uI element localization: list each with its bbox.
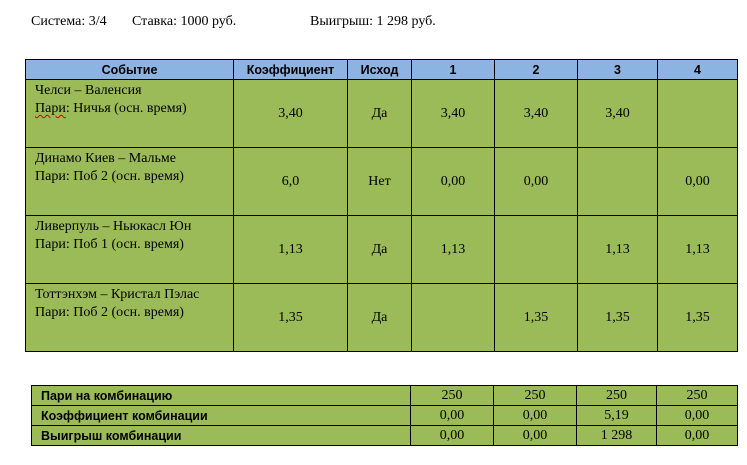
value-cell: 250: [657, 386, 738, 406]
combo-cell: 1,35: [658, 284, 738, 352]
bets-table: [25, 59, 738, 352]
event-cell: [26, 284, 234, 352]
match-name: Челси – Валенсия: [35, 83, 142, 98]
combo-cell: 1,35: [495, 284, 578, 352]
combo-cell: 0,00: [658, 148, 738, 216]
event-cell: [26, 216, 234, 284]
bet-label: Пари: [35, 101, 66, 116]
match-name: Тоттэнхэм – Кристал Пэлас: [35, 287, 200, 302]
bet-text: : Поб 2 (осн. время): [65, 305, 184, 320]
combo-cell: 0,00: [412, 148, 495, 216]
bet-description: [35, 168, 233, 186]
combo-cell: 3,40: [412, 80, 495, 148]
combo-cell: [658, 80, 738, 148]
value-cell: 0,00: [657, 426, 738, 446]
row-label: Выигрыш комбинации: [32, 426, 411, 446]
outcome-cell: Да: [348, 80, 412, 148]
combo-cell: [578, 148, 658, 216]
table-row: [26, 284, 738, 352]
combo-cell: 1,35: [578, 284, 658, 352]
value-cell: 250: [411, 386, 494, 406]
value-cell: 0,00: [494, 406, 577, 426]
odds-cell: 6,0: [234, 148, 348, 216]
combo-cell: 3,40: [495, 80, 578, 148]
combo-cell: [495, 216, 578, 284]
odds-cell: 3,40: [234, 80, 348, 148]
winnings-label: Выигрыш: 1 298 руб.: [310, 14, 436, 29]
combo-cell: [412, 284, 495, 352]
row-label: Коэффициент комбинации: [32, 406, 411, 426]
column-header: 2: [495, 60, 578, 80]
outcome-cell: Да: [348, 284, 412, 352]
combinations-table: [31, 385, 738, 446]
row-label: Пари на комбинацию: [32, 386, 411, 406]
bet-label: Пари: [35, 305, 66, 320]
value-cell: 250: [494, 386, 577, 406]
table-row: [26, 216, 738, 284]
column-header: Коэффициент: [234, 60, 348, 80]
event-cell: [26, 148, 234, 216]
combo-cell: 0,00: [495, 148, 578, 216]
bet-text: : Поб 2 (осн. время): [65, 169, 184, 184]
bet-description: [35, 304, 233, 322]
column-header: 3: [578, 60, 658, 80]
bet-description: [35, 236, 233, 254]
stake-label: Ставка: 1000 руб.: [132, 14, 237, 29]
odds-cell: 1,35: [234, 284, 348, 352]
value-cell: 1 298: [577, 426, 657, 446]
combo-cell: 1,13: [578, 216, 658, 284]
combo-cell: 3,40: [578, 80, 658, 148]
table-row: [32, 386, 738, 406]
outcome-cell: Да: [348, 216, 412, 284]
bet-label: Пари: [35, 169, 66, 184]
combo-cell: 1,13: [412, 216, 495, 284]
value-cell: 250: [577, 386, 657, 406]
value-cell: 0,00: [411, 426, 494, 446]
column-header: Исход: [348, 60, 412, 80]
column-header: Событие: [26, 60, 234, 80]
bet-text: : Ничья (осн. время): [65, 101, 187, 116]
table-row: [32, 406, 738, 426]
table-header-row: [26, 60, 738, 80]
value-cell: 0,00: [494, 426, 577, 446]
column-header: 4: [658, 60, 738, 80]
event-cell: [26, 80, 234, 148]
bet-label: Пари: [35, 237, 66, 252]
match-name: Ливерпуль – Ньюкасл Юн: [35, 219, 192, 234]
column-header: 1: [412, 60, 495, 80]
value-cell: 5,19: [577, 406, 657, 426]
value-cell: 0,00: [411, 406, 494, 426]
value-cell: 0,00: [657, 406, 738, 426]
system-label: Система: 3/4: [31, 14, 107, 29]
bet-description: [35, 100, 233, 118]
odds-cell: 1,13: [234, 216, 348, 284]
table-row: [32, 426, 738, 446]
outcome-cell: Нет: [348, 148, 412, 216]
table-row: [26, 148, 738, 216]
combo-cell: 1,13: [658, 216, 738, 284]
bet-text: : Поб 1 (осн. время): [65, 237, 184, 252]
match-name: Динамо Киев – Мальме: [35, 151, 176, 166]
table-row: [26, 80, 738, 148]
